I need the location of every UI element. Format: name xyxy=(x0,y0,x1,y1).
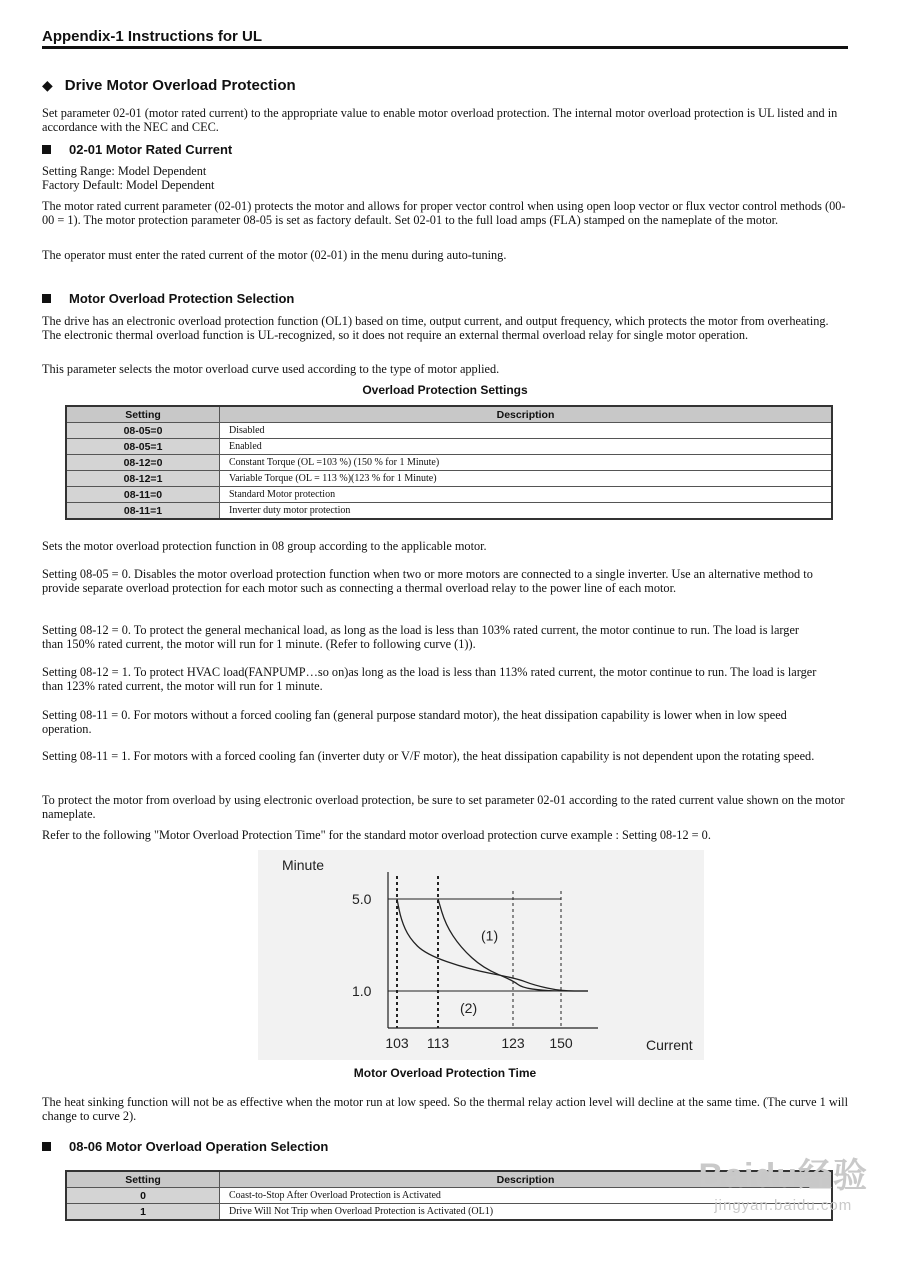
overload-paragraph-3: Sets the motor overload protection function in 08 group according to the applicable motor. xyxy=(42,539,487,553)
factory-default: Factory Default: Model Dependent xyxy=(42,178,215,192)
x-axis-label: Current xyxy=(646,1037,693,1053)
operation-selection-heading xyxy=(42,1139,328,1154)
setting-cell: 08-05=1 xyxy=(66,439,220,455)
operation-selection-title: 08-06 Motor Overload Operation Selection xyxy=(69,1139,329,1154)
overload-paragraph-9: To protect the motor from overload by using electronic overload protection, be sure to set parameter 02-01 according to the rated current value shown on the motor nameplate. xyxy=(42,793,845,821)
overload-paragraph-4: Setting 08-05 = 0. Disables the motor overload protection function when two or more motors are connected to a single inverter. Use an alternative method to provide separate overload protection for each motor such as connecting a thermal overload relay to the power line of each motor. xyxy=(42,567,813,595)
rated-current-paragraph-2: The operator must enter the rated current of the motor (02-01) in the menu during auto-tuning. xyxy=(42,248,507,262)
watermark-url: jingyan.baidu.com xyxy=(714,1197,853,1214)
after-chart-paragraph: The heat sinking function will not be as effective when the motor run at low speed. So the thermal relay action level will decline at the same time. (The curve 1 will change to curve 2). xyxy=(42,1095,848,1123)
overload-paragraph-6: Setting 08-12 = 1. To protect HVAC load(FANPUMP…so on)as long as the load is less than 113% rated current, the motor continue to run. The load is larger than 123% rated current, the motor will run for 1 minute. xyxy=(42,665,817,693)
chart-title: Motor Overload Protection Time xyxy=(353,1066,537,1080)
description-cell: Variable Torque (OL = 113 %)(123 % for 1 Minute) xyxy=(220,471,833,487)
y-tick-label: 1.0 xyxy=(352,983,372,999)
overload-curve-chart xyxy=(258,850,704,1060)
overload-selection-title: Motor Overload Protection Selection xyxy=(69,291,295,306)
overload-paragraph-7: Setting 08-11 = 0. For motors without a forced cooling fan (general purpose standard motor), the heat dissipation capability is lower when in low speed operation. xyxy=(42,708,787,736)
table-header-row xyxy=(66,406,832,423)
description-cell: Constant Torque (OL =103 %) (150 % for 1 Minute) xyxy=(220,455,833,471)
description-cell: Standard Motor protection xyxy=(220,487,833,503)
table-row xyxy=(66,487,832,503)
x-tick-label: 113 xyxy=(426,1035,450,1051)
description-cell: Coast-to-Stop After Overload Protection is Activated xyxy=(220,1188,833,1204)
table-caption: Overload Protection Settings xyxy=(362,383,528,397)
table-row xyxy=(66,471,832,487)
column-header: Setting xyxy=(66,406,220,423)
watermark xyxy=(699,1148,868,1214)
overload-settings-table xyxy=(65,405,833,520)
description-cell: Inverter duty motor protection xyxy=(220,503,833,520)
x-tick-label: 103 xyxy=(385,1035,409,1051)
overload-paragraph-5: Setting 08-12 = 0. To protect the general mechanical load, as long as the load is less than 103% rated current, the motor continue to run. The load is larger than 150% rated current, the motor will run for 1 minute. (Refer to following curve (1)). xyxy=(42,623,800,651)
table-row xyxy=(66,423,832,439)
overload-paragraph-8: Setting 08-11 = 1. For motors with a forced cooling fan (inverter duty or V/F motor), the heat dissipation capability is not dependent upon the rotating speed. xyxy=(42,749,815,763)
overload-selection-heading xyxy=(42,291,294,306)
setting-cell: 08-12=0 xyxy=(66,455,220,471)
setting-range: Setting Range: Model Dependent xyxy=(42,164,207,178)
y-axis-label: Minute xyxy=(282,857,325,873)
description-cell: Enabled xyxy=(220,439,833,455)
overload-paragraph-10: Refer to the following "Motor Overload Protection Time" for the standard motor overload protection curve example : Setting 08-12 = 0. xyxy=(42,828,711,842)
column-header: Description xyxy=(220,406,833,423)
series-label: (2) xyxy=(460,1000,478,1017)
section-title-text: Drive Motor Overload Protection xyxy=(64,77,296,94)
overload-paragraph-2: This parameter selects the motor overload curve used according to the type of motor applied. xyxy=(42,362,500,376)
x-tick-label: 150 xyxy=(549,1035,573,1051)
table-row xyxy=(66,439,832,455)
square-bullet-icon xyxy=(42,1142,51,1151)
page-header: Appendix-1 Instructions for UL xyxy=(42,28,263,45)
setting-cell: 08-11=0 xyxy=(66,487,220,503)
setting-cell: 08-05=0 xyxy=(66,423,220,439)
header-rule xyxy=(42,46,848,49)
description-cell: Disabled xyxy=(220,423,833,439)
square-bullet-icon xyxy=(42,145,51,154)
column-header: Setting xyxy=(66,1171,220,1188)
description-cell: Drive Will Not Trip when Overload Protection is Activated (OL1) xyxy=(220,1204,833,1221)
table-row xyxy=(66,455,832,471)
intro-paragraph: Set parameter 02-01 (motor rated current) to the appropriate value to enable motor overload protection. The internal motor overload protection is UL listed and in accordance with the NEC and CEC. xyxy=(42,106,838,134)
rated-current-heading xyxy=(42,142,232,157)
table-row xyxy=(66,503,832,520)
column-header: Description xyxy=(220,1171,833,1188)
rated-current-title: 02-01 Motor Rated Current xyxy=(69,142,233,157)
overload-paragraph-1: The drive has an electronic overload protection function (OL1) based on time, output current, and output frequency, which protects the motor from overheating. The electronic thermal overload function is UL-recognized, so it does not require an external thermal overload relay for single motor operation. xyxy=(42,314,829,342)
diamond-icon: ◆ xyxy=(42,77,53,93)
series-label: (1) xyxy=(481,927,499,944)
setting-cell: 0 xyxy=(66,1188,220,1204)
setting-cell: 08-11=1 xyxy=(66,503,220,520)
setting-cell: 1 xyxy=(66,1204,220,1221)
x-tick-label: 123 xyxy=(501,1035,525,1051)
section-title xyxy=(42,77,296,94)
rated-current-paragraph-1: The motor rated current parameter (02-01) protects the motor and allows for proper vector control when using open loop vector or flux vector control methods (00-00 = 1). The motor protection parameter 08-05 is set as factory default. Set 02-01 to the full load amps (FLA) stamped on the nameplate of the motor. xyxy=(42,199,846,227)
setting-cell: 08-12=1 xyxy=(66,471,220,487)
square-bullet-icon xyxy=(42,294,51,303)
y-tick-label: 5.0 xyxy=(352,891,372,907)
watermark-brand: Baidu经验 xyxy=(698,1157,868,1195)
